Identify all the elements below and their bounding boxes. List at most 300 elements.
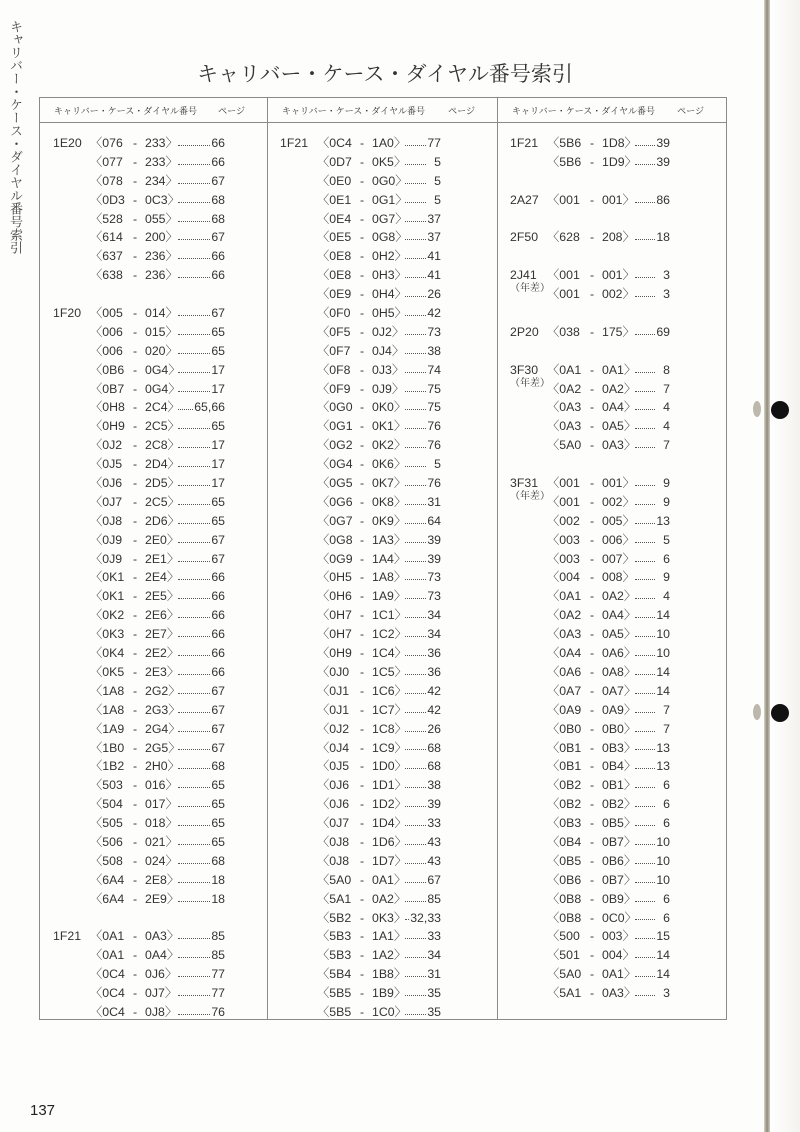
case-number: 〈506 bbox=[90, 834, 123, 849]
dial-number: 002〉 bbox=[602, 494, 635, 509]
case-number: 〈1A8 bbox=[90, 683, 125, 698]
page-reference: 68 bbox=[211, 759, 225, 774]
case-number: 〈0F5 bbox=[317, 324, 351, 339]
page-reference: 66 bbox=[211, 154, 225, 169]
index-entry bbox=[268, 285, 497, 304]
case-dial-code bbox=[317, 663, 407, 682]
dot-leader bbox=[178, 201, 210, 203]
case-dial-code bbox=[90, 153, 177, 172]
dot-leader bbox=[178, 408, 193, 410]
index-entry bbox=[498, 228, 726, 247]
code-separator: - bbox=[359, 816, 365, 831]
case-dial-code bbox=[317, 247, 407, 266]
page-reference: 67 bbox=[211, 306, 225, 321]
case-number: 〈001 bbox=[547, 494, 580, 509]
dial-number: 0K9〉 bbox=[372, 513, 407, 528]
page-reference: 67 bbox=[211, 740, 225, 755]
case-number: 〈0F0 bbox=[317, 306, 351, 321]
header-page-label: ページ bbox=[218, 106, 245, 117]
group-spacer bbox=[40, 285, 267, 304]
dot-leader bbox=[178, 1013, 210, 1015]
code-separator: - bbox=[589, 872, 595, 887]
dial-number: 1D8〉 bbox=[602, 136, 637, 150]
dial-number: 2E0〉 bbox=[145, 532, 180, 547]
dial-number: 0A8〉 bbox=[602, 664, 637, 679]
case-dial-code bbox=[547, 228, 634, 247]
case-number: 〈0C4 bbox=[317, 136, 352, 150]
dot-leader bbox=[178, 390, 210, 392]
column-body bbox=[498, 123, 726, 1003]
index-entry bbox=[268, 909, 497, 928]
case-number: 〈1B2 bbox=[90, 759, 125, 774]
case-dial-code bbox=[547, 531, 634, 550]
page-reference: 17 bbox=[211, 362, 225, 377]
case-number: 〈0J8 bbox=[90, 513, 123, 528]
case-number: 〈0K1 bbox=[90, 570, 125, 585]
dial-number: 0A9〉 bbox=[602, 702, 637, 717]
dial-number: 0A3〉 bbox=[602, 438, 637, 453]
code-separator: - bbox=[132, 419, 138, 434]
dot-leader bbox=[178, 881, 210, 883]
dot-leader bbox=[635, 427, 655, 429]
case-number: 〈0K3 bbox=[90, 627, 125, 642]
case-dial-code bbox=[90, 417, 180, 436]
dial-number: 0K3〉 bbox=[372, 910, 407, 925]
case-number: 〈0J1 bbox=[317, 683, 350, 698]
dial-number: 0H3〉 bbox=[372, 268, 407, 283]
index-entry bbox=[40, 587, 267, 606]
code-separator: - bbox=[359, 664, 365, 679]
code-separator: - bbox=[132, 173, 138, 188]
page-reference: 67 bbox=[427, 872, 441, 887]
page-reference: 10 bbox=[656, 872, 670, 887]
page-reference: 65 bbox=[211, 419, 225, 434]
page-reference: 10 bbox=[656, 627, 670, 642]
code-separator: - bbox=[589, 381, 595, 396]
dot-leader bbox=[405, 578, 426, 580]
case-dial-code bbox=[90, 625, 180, 644]
index-entry bbox=[498, 890, 726, 909]
dial-number: 0G8〉 bbox=[372, 230, 408, 245]
dot-leader bbox=[405, 616, 426, 618]
dial-number: 175〉 bbox=[602, 324, 635, 339]
page-reference: 73 bbox=[427, 589, 441, 604]
code-separator: - bbox=[132, 627, 138, 642]
page-reference: 17 bbox=[211, 476, 225, 491]
page-reference: 4 bbox=[663, 589, 670, 604]
case-dial-code bbox=[317, 342, 404, 361]
index-entry bbox=[40, 436, 267, 455]
punch-hole-icon bbox=[771, 704, 789, 722]
dot-leader bbox=[178, 333, 210, 335]
page-reference: 64 bbox=[427, 513, 441, 528]
case-dial-code bbox=[317, 153, 407, 172]
dial-number: 1D2〉 bbox=[372, 797, 407, 812]
index-entry bbox=[268, 172, 497, 191]
index-entry bbox=[498, 965, 726, 984]
page-reference: 17 bbox=[211, 438, 225, 453]
dial-number: 233〉 bbox=[145, 154, 178, 169]
dial-number: 2E1〉 bbox=[145, 551, 180, 566]
index-entry bbox=[498, 757, 726, 776]
case-number: 〈5B6 bbox=[547, 136, 582, 150]
case-number: 〈0A2 bbox=[547, 608, 582, 623]
case-dial-code bbox=[547, 663, 637, 682]
index-entry bbox=[268, 210, 497, 229]
index-entry bbox=[498, 398, 726, 417]
case-number: 〈0E9 bbox=[317, 287, 352, 302]
dial-number: 2G4〉 bbox=[145, 721, 181, 736]
code-separator: - bbox=[359, 967, 365, 982]
dot-leader bbox=[178, 182, 210, 184]
dial-number: 1D0〉 bbox=[372, 759, 407, 774]
page-reference: 3 bbox=[663, 287, 670, 302]
dot-leader bbox=[405, 408, 426, 410]
dial-number: 233〉 bbox=[145, 136, 178, 150]
case-number: 〈0A6 bbox=[547, 664, 582, 679]
dot-leader bbox=[178, 994, 210, 996]
code-separator: - bbox=[132, 608, 138, 623]
page-reference: 35 bbox=[427, 1004, 441, 1019]
page-reference: 68 bbox=[211, 853, 225, 868]
case-number: 〈501 bbox=[547, 948, 580, 963]
case-number: 〈503 bbox=[90, 778, 123, 793]
caliber-number: 2F50 bbox=[510, 230, 539, 245]
dial-number: 006〉 bbox=[602, 532, 635, 547]
dial-number: 0A4〉 bbox=[602, 400, 637, 415]
code-separator: - bbox=[359, 891, 365, 906]
dot-leader bbox=[178, 692, 210, 694]
index-entry bbox=[268, 191, 497, 210]
dot-leader bbox=[635, 881, 655, 883]
dot-leader bbox=[635, 371, 655, 373]
case-number: 〈001 bbox=[547, 476, 580, 491]
code-separator: - bbox=[132, 343, 138, 358]
index-entry bbox=[498, 134, 726, 153]
case-number: 〈5B4 bbox=[317, 967, 352, 982]
case-number: 〈0B2 bbox=[547, 778, 582, 793]
index-entry bbox=[268, 417, 497, 436]
index-entry bbox=[40, 795, 267, 814]
code-separator: - bbox=[589, 929, 595, 944]
code-separator: - bbox=[359, 136, 365, 150]
page-reference: 66 bbox=[211, 136, 225, 150]
code-separator: - bbox=[359, 702, 365, 717]
header-code-label: キャリバー・ケース・ダイヤル番号 bbox=[512, 106, 656, 117]
dial-number: 0A3〉 bbox=[602, 986, 637, 1001]
dot-leader bbox=[405, 446, 426, 448]
page-reference: 68 bbox=[427, 740, 441, 755]
case-dial-code bbox=[90, 946, 180, 965]
dial-number: 1C4〉 bbox=[372, 646, 407, 661]
page-reference: 7 bbox=[663, 381, 670, 396]
code-separator: - bbox=[359, 910, 365, 925]
index-entry bbox=[40, 776, 267, 795]
case-dial-code bbox=[547, 739, 637, 758]
page-reference: 66 bbox=[211, 608, 225, 623]
code-separator: - bbox=[359, 872, 365, 887]
dot-leader bbox=[405, 767, 426, 769]
case-number: 〈0A1 bbox=[90, 929, 125, 944]
dot-leader bbox=[635, 333, 655, 335]
case-dial-code bbox=[90, 247, 177, 266]
code-separator: - bbox=[359, 249, 365, 264]
code-separator: - bbox=[359, 400, 365, 415]
code-separator: - bbox=[132, 797, 138, 812]
dot-leader bbox=[178, 730, 210, 732]
page-reference: 34 bbox=[427, 948, 441, 963]
code-separator: - bbox=[589, 740, 595, 755]
case-number: 〈005 bbox=[90, 306, 123, 321]
caliber-number: 1F21 bbox=[510, 136, 539, 150]
case-dial-code bbox=[547, 927, 634, 946]
dial-number: 005〉 bbox=[602, 513, 635, 528]
dot-leader bbox=[405, 144, 426, 146]
dot-leader bbox=[405, 748, 426, 750]
dot-leader bbox=[405, 276, 426, 278]
case-dial-code bbox=[547, 285, 634, 304]
dot-leader bbox=[635, 730, 655, 732]
case-number: 〈0J9 bbox=[90, 551, 123, 566]
page-reference: 85 bbox=[427, 891, 441, 906]
case-number: 〈0B8 bbox=[547, 910, 582, 925]
page-reference: 76 bbox=[427, 438, 441, 453]
index-entry bbox=[268, 342, 497, 361]
page-reference: 73 bbox=[427, 324, 441, 339]
code-separator: - bbox=[132, 986, 138, 1001]
case-dial-code bbox=[547, 682, 637, 701]
index-entry bbox=[268, 682, 497, 701]
index-entry bbox=[268, 304, 497, 323]
index-entry bbox=[268, 720, 497, 739]
code-separator: - bbox=[132, 532, 138, 547]
dial-number: 2E8〉 bbox=[145, 872, 180, 887]
dial-number: 1C1〉 bbox=[372, 608, 407, 623]
code-separator: - bbox=[132, 589, 138, 604]
index-entry bbox=[268, 228, 497, 247]
code-separator: - bbox=[589, 646, 595, 661]
dot-leader bbox=[178, 220, 210, 222]
index-entry bbox=[498, 323, 726, 342]
dial-number: 0K5〉 bbox=[372, 154, 407, 169]
case-number: 〈1B0 bbox=[90, 740, 125, 755]
case-number: 〈0J6 bbox=[317, 797, 350, 812]
code-separator: - bbox=[359, 1004, 365, 1019]
dot-leader bbox=[635, 975, 655, 977]
dial-number: 0B9〉 bbox=[602, 891, 637, 906]
code-separator: - bbox=[589, 910, 595, 925]
code-separator: - bbox=[359, 438, 365, 453]
case-dial-code bbox=[317, 644, 407, 663]
page-reference: 76 bbox=[211, 1004, 225, 1019]
case-dial-code bbox=[547, 512, 634, 531]
index-entry bbox=[268, 493, 497, 512]
case-dial-code bbox=[317, 134, 407, 153]
index-entry bbox=[498, 720, 726, 739]
code-separator: - bbox=[132, 400, 138, 415]
dot-leader bbox=[405, 465, 426, 467]
dot-leader bbox=[405, 692, 426, 694]
page-reference: 67 bbox=[211, 173, 225, 188]
page-reference: 39 bbox=[427, 551, 441, 566]
index-entry bbox=[40, 398, 267, 417]
code-separator: - bbox=[589, 419, 595, 434]
case-dial-code bbox=[317, 833, 407, 852]
index-entry bbox=[40, 946, 267, 965]
page-reference: 31 bbox=[427, 494, 441, 509]
dial-number: 0J9〉 bbox=[372, 381, 405, 396]
case-number: 〈0B1 bbox=[547, 740, 582, 755]
case-dial-code bbox=[317, 757, 407, 776]
case-number: 〈0K1 bbox=[90, 589, 125, 604]
index-entry bbox=[268, 134, 497, 153]
case-number: 〈038 bbox=[547, 324, 580, 339]
index-entry bbox=[40, 361, 267, 380]
index-entry bbox=[498, 191, 726, 210]
case-dial-code bbox=[317, 587, 407, 606]
code-separator: - bbox=[589, 664, 595, 679]
case-number: 〈0A3 bbox=[547, 419, 582, 434]
case-number: 〈0K2 bbox=[90, 608, 125, 623]
dial-number: 003〉 bbox=[602, 929, 635, 944]
index-entry bbox=[40, 757, 267, 776]
code-separator: - bbox=[589, 986, 595, 1001]
page-reference: 41 bbox=[427, 249, 441, 264]
case-number: 〈0B5 bbox=[547, 853, 582, 868]
page-reference: 67 bbox=[211, 683, 225, 698]
page-reference: 73 bbox=[427, 570, 441, 585]
dot-leader bbox=[635, 408, 655, 410]
page-reference: 26 bbox=[427, 287, 441, 302]
dial-number: 0G4〉 bbox=[145, 362, 181, 377]
dot-leader bbox=[405, 503, 426, 505]
dial-number: 0A3〉 bbox=[145, 929, 180, 944]
dial-number: 021〉 bbox=[145, 834, 178, 849]
index-entry bbox=[268, 701, 497, 720]
page-reference: 9 bbox=[663, 570, 670, 585]
page-reference: 8 bbox=[663, 362, 670, 377]
case-number: 〈0J4 bbox=[317, 740, 350, 755]
column-header bbox=[268, 98, 497, 123]
page-reference: 67 bbox=[211, 702, 225, 717]
index-entry bbox=[40, 228, 267, 247]
case-dial-code bbox=[317, 417, 407, 436]
dial-number: 1D4〉 bbox=[372, 816, 407, 831]
dot-leader bbox=[635, 786, 655, 788]
code-separator: - bbox=[132, 381, 138, 396]
dial-number: 2G3〉 bbox=[145, 702, 181, 717]
code-separator: - bbox=[132, 664, 138, 679]
page-reference: 13 bbox=[656, 759, 670, 774]
caliber-number: 3F30 （年差） bbox=[510, 361, 547, 380]
index-entry bbox=[498, 682, 726, 701]
code-separator: - bbox=[359, 419, 365, 434]
running-head-vertical: キャリバー・ケース・ダイヤル番号索引 bbox=[7, 20, 22, 254]
code-separator: - bbox=[589, 608, 595, 623]
dot-leader bbox=[635, 238, 655, 240]
dot-leader bbox=[405, 522, 426, 524]
dial-number: 208〉 bbox=[602, 230, 635, 245]
page-reference: 39 bbox=[656, 136, 670, 150]
case-dial-code bbox=[90, 644, 180, 663]
dial-number: 017〉 bbox=[145, 797, 178, 812]
dial-number: 0J7〉 bbox=[145, 986, 178, 1001]
caliber-note: （年差） bbox=[510, 283, 550, 295]
case-dial-code bbox=[317, 531, 407, 550]
case-dial-code bbox=[90, 342, 177, 361]
case-dial-code bbox=[90, 682, 181, 701]
case-dial-code bbox=[547, 436, 637, 455]
dot-leader bbox=[405, 881, 426, 883]
case-number: 〈0H5 bbox=[317, 570, 352, 585]
page-number: 137 bbox=[30, 1102, 56, 1119]
case-dial-code bbox=[90, 191, 180, 210]
index-entry bbox=[40, 833, 267, 852]
dial-number: 0A6〉 bbox=[602, 646, 637, 661]
code-separator: - bbox=[589, 324, 595, 339]
code-separator: - bbox=[132, 362, 138, 377]
page-reference: 17 bbox=[211, 381, 225, 396]
case-number: 〈628 bbox=[547, 230, 580, 245]
page-reference: 86 bbox=[656, 192, 670, 207]
dot-leader bbox=[635, 673, 655, 675]
dot-leader bbox=[635, 824, 655, 826]
code-separator: - bbox=[359, 324, 365, 339]
case-number: 〈1A9 bbox=[90, 721, 125, 736]
dot-leader bbox=[405, 597, 426, 599]
code-separator: - bbox=[132, 230, 138, 245]
page-reference: 43 bbox=[427, 834, 441, 849]
column-header bbox=[498, 98, 726, 123]
index-entry bbox=[268, 587, 497, 606]
dial-number: 0H5〉 bbox=[372, 306, 407, 321]
page-reference: 74 bbox=[427, 362, 441, 377]
page-reference: 31 bbox=[427, 967, 441, 982]
case-dial-code bbox=[547, 909, 637, 928]
page-reference: 39 bbox=[427, 532, 441, 547]
case-dial-code bbox=[90, 701, 181, 720]
case-dial-code bbox=[547, 493, 634, 512]
index-entry bbox=[498, 587, 726, 606]
case-number: 〈0B1 bbox=[547, 759, 582, 774]
case-dial-code bbox=[90, 266, 177, 285]
case-number: 〈0G9 bbox=[317, 551, 353, 566]
dot-leader bbox=[635, 503, 655, 505]
dot-leader bbox=[405, 635, 426, 637]
case-number: 〈0A1 bbox=[547, 362, 582, 377]
case-number: 〈614 bbox=[90, 230, 123, 245]
dot-leader bbox=[635, 937, 655, 939]
dot-leader bbox=[405, 956, 426, 958]
page-reference: 10 bbox=[656, 834, 670, 849]
binder-edge bbox=[770, 0, 800, 1132]
case-dial-code bbox=[317, 739, 407, 758]
dot-leader bbox=[635, 597, 655, 599]
page-reference: 5 bbox=[434, 457, 441, 472]
case-dial-code bbox=[317, 568, 407, 587]
dot-leader bbox=[405, 994, 426, 996]
code-separator: - bbox=[589, 476, 595, 491]
case-dial-code bbox=[317, 398, 407, 417]
page-reference: 65,66 bbox=[194, 400, 225, 415]
page-reference: 5 bbox=[663, 532, 670, 547]
dial-number: 0K7〉 bbox=[372, 476, 407, 491]
case-number: 〈6A4 bbox=[90, 891, 125, 906]
page-reference: 13 bbox=[656, 740, 670, 755]
dial-number: 001〉 bbox=[602, 476, 635, 491]
index-entry bbox=[40, 304, 267, 323]
index-entry bbox=[40, 606, 267, 625]
